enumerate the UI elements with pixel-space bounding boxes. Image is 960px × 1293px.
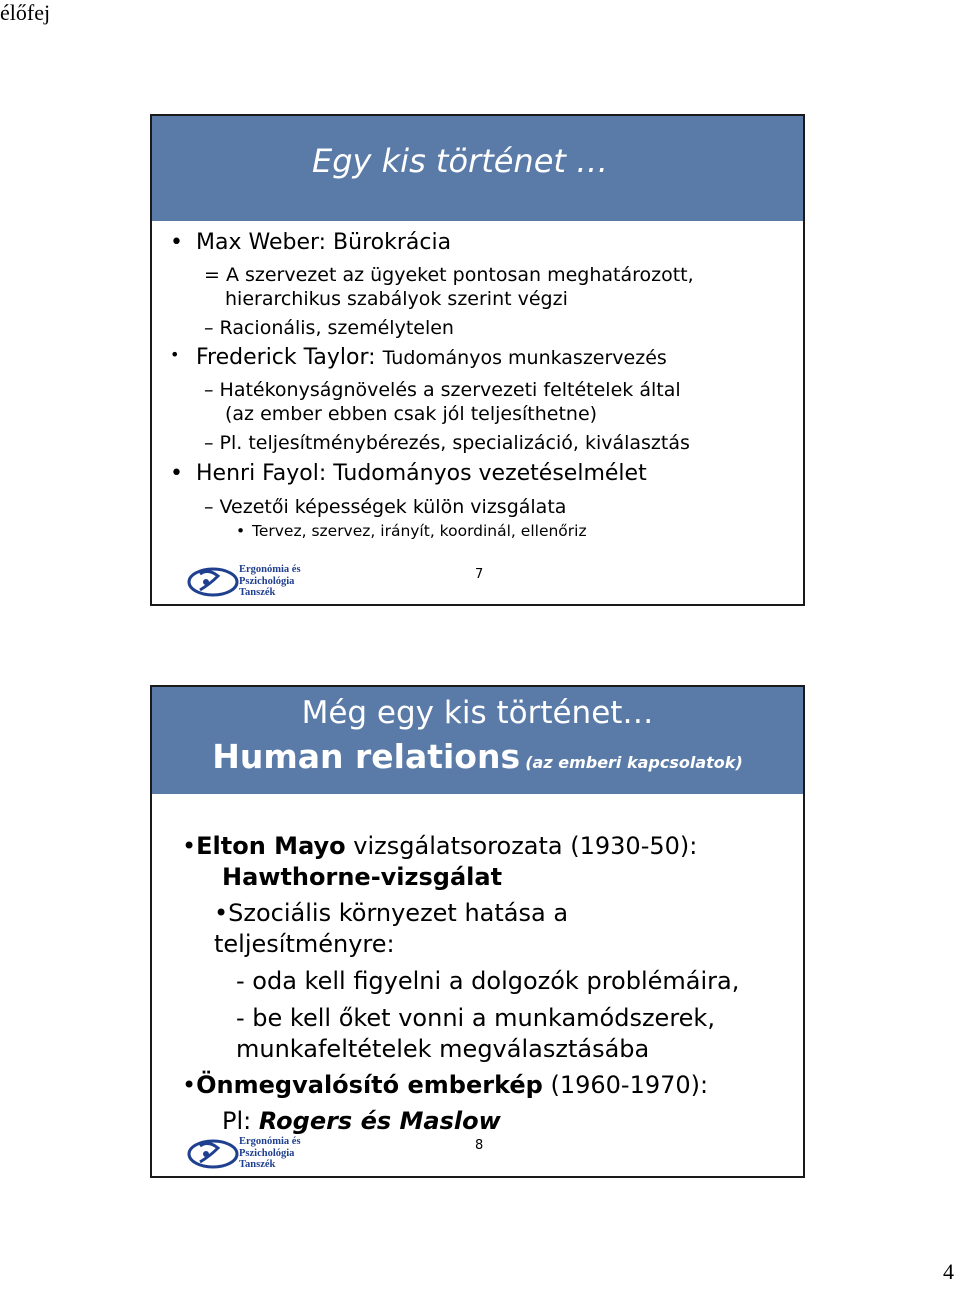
bullet-dot: • bbox=[214, 899, 229, 927]
dash-item-2-line2: munkafeltételek megválasztásába bbox=[236, 1035, 650, 1063]
small-bullet: • bbox=[236, 522, 246, 540]
logo-text: Ergonómia és Pszichológia Tanszék bbox=[239, 564, 301, 598]
dash-item-1: - oda kell figyelni a dolgozók problémáira, bbox=[236, 967, 740, 995]
example-line bbox=[222, 1107, 501, 1135]
logo-text: Ergonómia és Pszichológia Tanszék bbox=[239, 1136, 301, 1170]
taylor-subpoint1-line2: (az ember ebben csak jól teljesíthetne) bbox=[225, 403, 598, 425]
slide-number: 7 bbox=[475, 567, 484, 582]
social-text-line2: teljesítményre: bbox=[214, 930, 395, 958]
logo-emblem-icon bbox=[186, 1136, 242, 1172]
bullet-mayo bbox=[182, 832, 697, 860]
mayo-name: Elton Mayo bbox=[196, 832, 346, 860]
onmeg-name: Önmegvalósító emberkép bbox=[196, 1071, 543, 1099]
fayol-subsubpoint-text: Tervez, szervez, irányít, koordinál, ellenőriz bbox=[252, 522, 587, 540]
slide-title-bar bbox=[152, 116, 803, 221]
taylor-name: Frederick Taylor: bbox=[196, 345, 383, 370]
weber-subpoint: – Racionális, személytelen bbox=[204, 317, 454, 339]
slide-subtitle bbox=[152, 735, 803, 785]
onmeg-text: (1960-1970): bbox=[542, 1071, 709, 1099]
example-names: Rogers és Maslow bbox=[258, 1107, 501, 1135]
fayol-subpoint: – Vezetői képességek külön vizsgálata bbox=[204, 496, 567, 518]
hawthorne-label: Hawthorne-vizsgálat bbox=[222, 863, 503, 891]
taylor-topic: Tudományos munkaszervezés bbox=[382, 347, 667, 369]
slide-8 bbox=[150, 685, 805, 1178]
bullet-social bbox=[214, 899, 568, 927]
slide-7 bbox=[150, 114, 805, 606]
bullet-fayol: • Henri Fayol: Tudományos vezetéselmélet bbox=[196, 461, 647, 486]
subtitle-paren: (az emberi kapcsolatok) bbox=[525, 753, 743, 772]
fayol-subsubpoint bbox=[236, 522, 587, 540]
logo-emblem-icon bbox=[186, 564, 242, 600]
slide-number: 8 bbox=[475, 1138, 484, 1153]
example-prefix: Pl: bbox=[222, 1107, 259, 1135]
slide-title: Egy kis történet … bbox=[312, 142, 609, 180]
department-logo bbox=[186, 1136, 306, 1172]
page-header: élőfej bbox=[0, 0, 51, 25]
department-logo bbox=[186, 564, 306, 600]
slide-title-bar bbox=[152, 687, 803, 794]
taylor-subpoint2: – Pl. teljesítménybérezés, specializáció, kiválasztás bbox=[204, 432, 690, 454]
weber-definition-line1: = A szervezet az ügyeket pontosan meghatározott, bbox=[204, 264, 694, 286]
bullet-onmegvalosito bbox=[182, 1071, 708, 1099]
bullet-dot: • bbox=[182, 1071, 197, 1099]
page-number: 4 bbox=[943, 1259, 954, 1284]
subtitle-main: Human relations bbox=[212, 737, 521, 776]
bullet-dot: • bbox=[182, 832, 197, 860]
dash-item-2-line1: - be kell őket vonni a munkamódszerek, bbox=[236, 1004, 715, 1032]
mayo-text: vizsgálatsorozata (1930-50): bbox=[345, 832, 698, 860]
bullet-weber: • Max Weber: Bürokrácia bbox=[196, 230, 451, 255]
social-text-line1: Szociális környezet hatása a bbox=[228, 899, 569, 927]
slide-title: Még egy kis történet… bbox=[301, 695, 654, 731]
bullet-taylor bbox=[196, 345, 667, 370]
weber-definition-line2: hierarchikus szabályok szerint végzi bbox=[225, 288, 568, 310]
taylor-subpoint1-line1: – Hatékonyságnövelés a szervezeti feltételek által bbox=[204, 379, 681, 401]
